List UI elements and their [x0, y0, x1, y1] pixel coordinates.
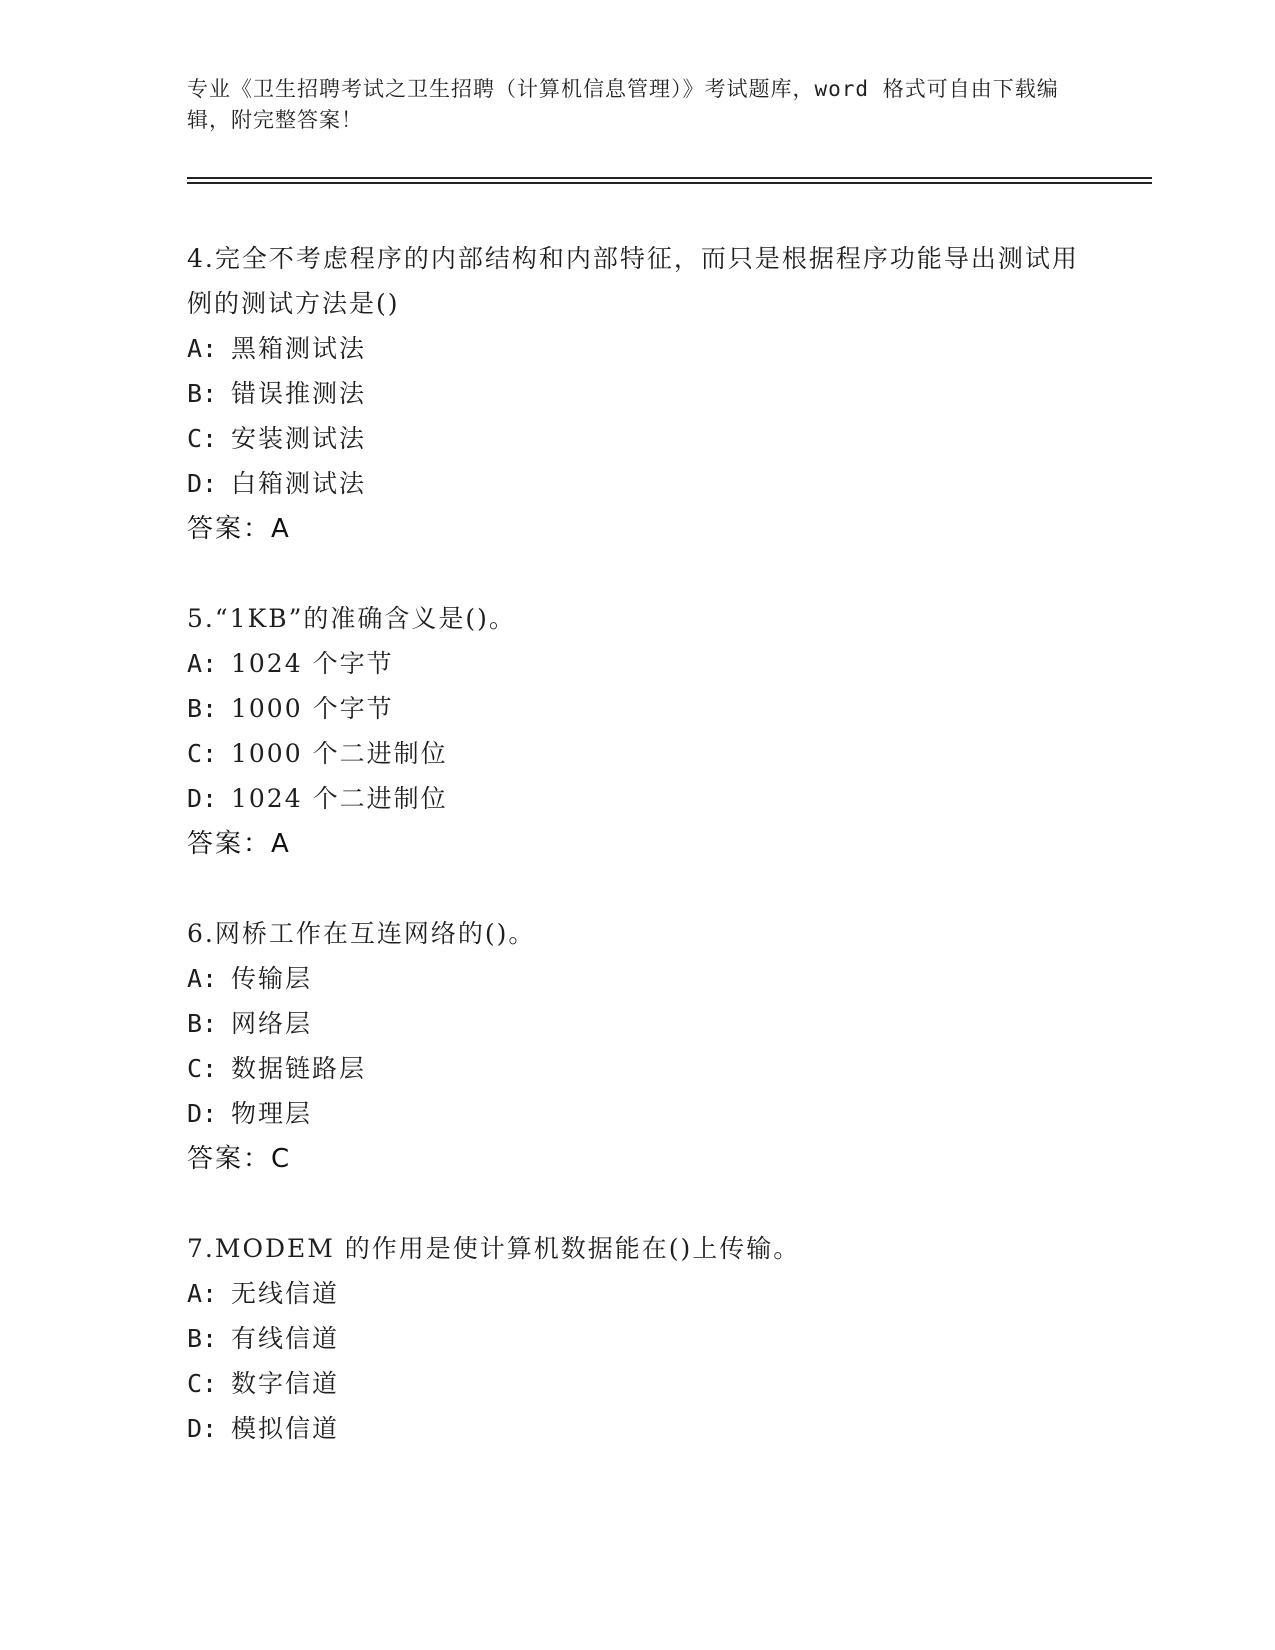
question-spacer — [187, 552, 1087, 596]
question-stem: 5.“1KB”的准确含义是()。 — [187, 604, 516, 633]
answer-line: 答案：C — [187, 1144, 292, 1174]
option-d — [187, 1091, 1087, 1136]
option-letter: B: — [187, 1324, 218, 1353]
option-text: 数字信道 — [231, 1369, 340, 1398]
option-text: 1000 个二进制位 — [231, 739, 448, 768]
option-text: 数据链路层 — [231, 1054, 367, 1083]
option-text: 安装测试法 — [231, 424, 367, 453]
option-letter: B: — [187, 694, 218, 723]
option-b — [187, 1316, 1087, 1361]
option-text: 传输层 — [231, 964, 313, 993]
question-5 — [187, 596, 1087, 867]
option-letter: B: — [187, 379, 218, 408]
option-letter: C: — [187, 424, 218, 453]
option-a — [187, 641, 1087, 686]
question-stem: 4.完全不考虑程序的内部结构和内部特征，而只是根据程序功能导出测试用例的测试方法是() — [187, 244, 1079, 318]
option-text: 1024 个二进制位 — [231, 784, 448, 813]
option-letter: D: — [187, 1099, 218, 1128]
header-rule-bottom — [187, 182, 1152, 184]
option-b — [187, 1001, 1087, 1046]
question-4 — [187, 236, 1087, 552]
option-text: 物理层 — [231, 1099, 313, 1128]
document-header: 专业《卫生招聘考试之卫生招聘（计算机信息管理）》考试题库，word 格式可自由下载编辑，附完整答案！ — [187, 77, 1059, 132]
option-letter: A: — [187, 1279, 218, 1308]
option-letter: D: — [187, 469, 218, 498]
option-text: 1000 个字节 — [231, 694, 394, 723]
header-rule-top — [187, 177, 1152, 179]
option-text: 黑箱测试法 — [231, 334, 367, 363]
option-b — [187, 686, 1087, 731]
option-letter: A: — [187, 649, 218, 678]
question-7 — [187, 1226, 1087, 1451]
question-stem: 6.网桥工作在互连网络的()。 — [187, 919, 536, 948]
option-d — [187, 461, 1087, 506]
question-list — [187, 236, 1087, 1451]
option-b — [187, 371, 1087, 416]
option-letter: C: — [187, 1369, 218, 1398]
option-letter: C: — [187, 1054, 218, 1083]
option-a — [187, 956, 1087, 1001]
option-a — [187, 326, 1087, 371]
option-letter: A: — [187, 964, 218, 993]
option-text: 1024 个字节 — [231, 649, 394, 678]
option-c — [187, 1046, 1087, 1091]
option-d — [187, 776, 1087, 821]
option-text: 无线信道 — [231, 1279, 340, 1308]
question-spacer — [187, 1182, 1087, 1226]
question-spacer — [187, 867, 1087, 911]
answer-line: 答案：A — [187, 829, 291, 859]
option-text: 错误推测法 — [231, 379, 367, 408]
question-stem: 7.MODEM 的作用是使计算机数据能在()上传输。 — [187, 1234, 801, 1263]
option-d — [187, 1406, 1087, 1451]
option-c — [187, 1361, 1087, 1406]
option-c — [187, 416, 1087, 461]
option-text: 网络层 — [231, 1009, 313, 1038]
option-text: 白箱测试法 — [231, 469, 367, 498]
option-text: 有线信道 — [231, 1324, 340, 1353]
option-letter: A: — [187, 334, 218, 363]
option-letter: B: — [187, 1009, 218, 1038]
answer-line: 答案：A — [187, 514, 291, 544]
option-text: 模拟信道 — [231, 1414, 340, 1443]
option-letter: C: — [187, 739, 218, 768]
option-c — [187, 731, 1087, 776]
option-a — [187, 1271, 1087, 1316]
option-letter: D: — [187, 784, 218, 813]
question-6 — [187, 911, 1087, 1182]
option-letter: D: — [187, 1414, 218, 1443]
